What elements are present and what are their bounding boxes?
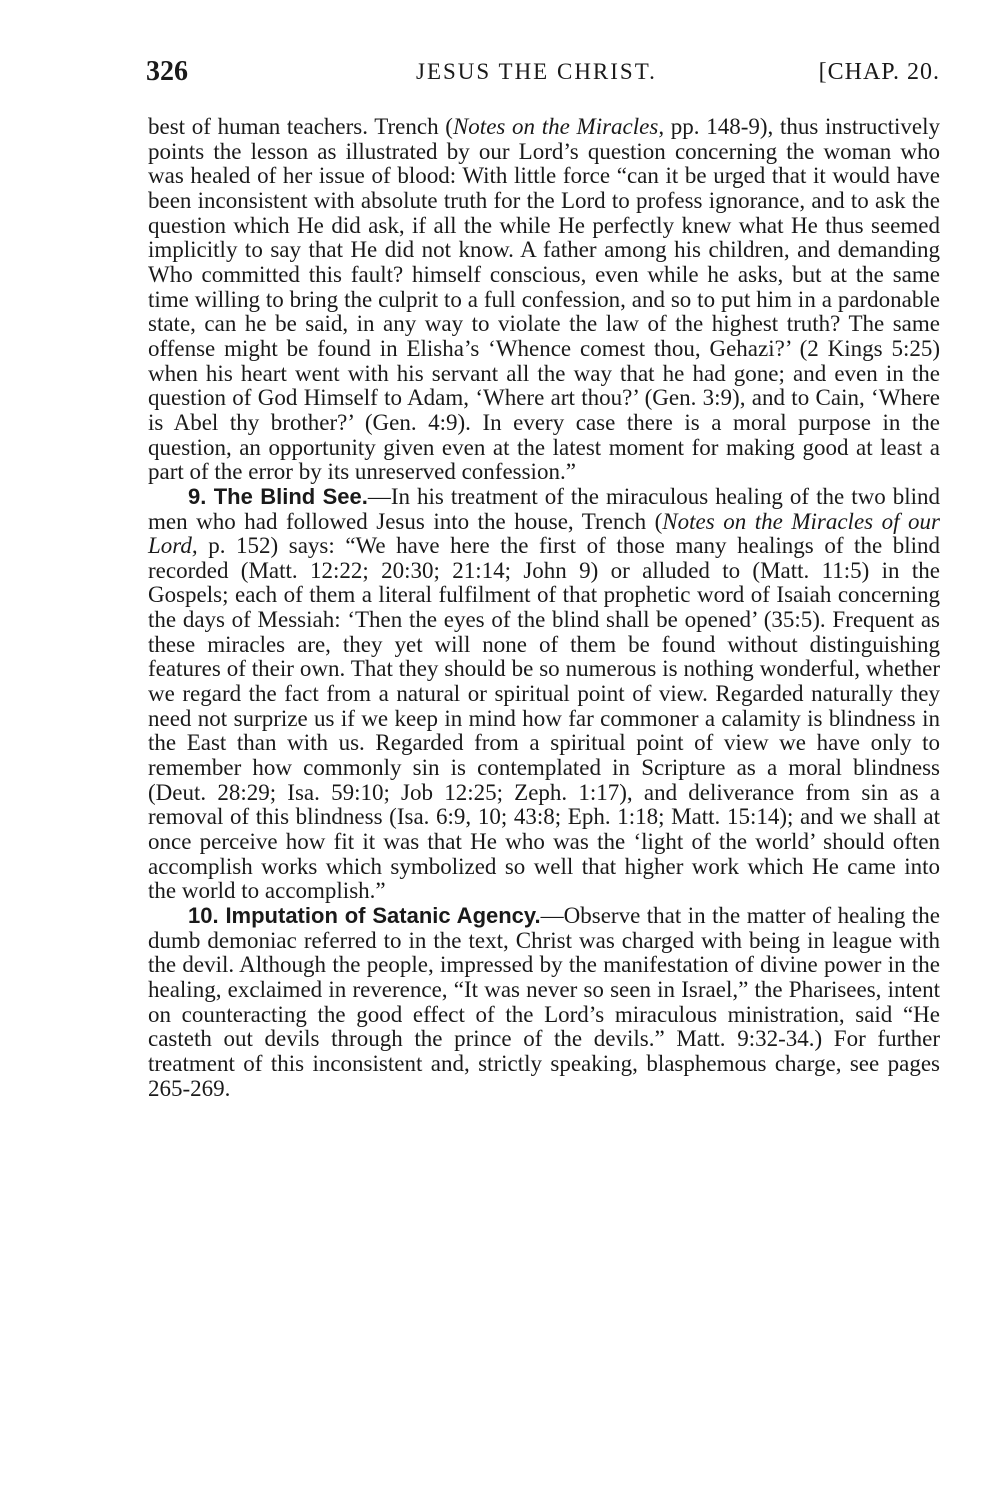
section-blind-see (148, 485, 940, 904)
paragraph-continued (148, 115, 940, 485)
paragraph-text: —In his treatment of the miraculous healing of the two blind men who had followed Jesus into the house, Trench ( (148, 483, 940, 534)
paragraph-text: —Observe that in the matter of healing the dumb demoniac referred to in the text, Christ was charged with being in league with the devil. Although the people, impressed by the manifestation of divine power in the healing, exclaimed in reverence, “It was never so seen in Israel,” the Pharisees, intent on counteracting the good effect of the Lord’s miraculous ministration, said “He casteth out devils through the prince of the devils.” Matt. 9:32-34.) For further treatment of this inconsistent and, strictly speaking, blasphemous charge, see pages 265-269. (148, 903, 940, 1101)
paragraph-text: p. 152) says: “We have here the first of those many healings of the blind recorded (Matt. 12:22; 20:30; 21:14; John 9) or alluded to (Matt. 11:5) in the Gospels; each of them a literal fulfilment of that prophetic word of Isaiah concerning the days of Messiah: ‘Then the eyes of the blind shall be opened’ (35:5). Frequent as these miracles are, they yet will none of them be found without distinguishing features of their own. That they should be so numerous is nothing wonderful, whether we regard the fact from a natural or spiritual point of view. Regarded naturally they need not surprize us if we keep in mind how far commoner a calamity is blindness in the East than with us. Regarded from a spiritual point of view we have only to remember how commonly sin is contemplated in Scripture as a moral blindness (Deut. 28:29; Isa. 59:10; Job 12:25; Zeph. 1:17), and deliverance from sin as a removal of this blindness (Isa. 6:9, 10; 43:8; Eph. 1:18; Matt. 15:14); and we shall at once perceive how fit it was that He who was the ‘light of the world’ should often accomplish works which symbolized so well that higher work which He came into the world to accomplish.” (148, 533, 940, 904)
chapter-reference: [CHAP. 20. (818, 59, 940, 85)
running-title: JESUS THE CHRIST. (416, 59, 657, 84)
section-heading: 9. The Blind See. (188, 483, 368, 509)
page-header (146, 52, 940, 92)
section-satanic-agency (148, 904, 940, 1101)
body-text (148, 115, 940, 1101)
page-number: 326 (146, 56, 188, 87)
citation-title: Notes on the Miracles of our Lord, (148, 508, 940, 559)
paragraph-text: pp. 148-9), thus instructively points the lesson as illustrated by our Lord’s question concerning the woman who was healed of her issue of blood: With little force “can it be urged that it would have been inconsistent with absolute truth for the Lord to profess ignorance, and to ask the question which He did ask, if all the while He perfectly knew what He thus seemed implicitly to say that He did not know. A father among his children, and demanding Who committed this fault? himself conscious, even while he asks, but at the same time willing to bring the culprit to a full confession, and so to put him in a pardonable state, can he be said, in any way to violate the law of the highest truth? The same offense might be found in Elisha’s ‘Whence comest thou, Gehazi?’ (2 Kings 5:25) when his heart went with his servant all the way that he had gone; and even in the question of God Himself to Adam, ‘Where art thou?’ (Gen. 3:9), and to Cain, ‘Where is Abel thy brother?’ (Gen. 4:9). In every case there is a moral purpose in the question, an opportunity given even at the latest moment for making good at least a part of the error by its unreserved confession.” (148, 114, 941, 485)
section-heading: 10. Imputation of Satanic Agency. (188, 903, 541, 928)
citation-title: Notes on the Miracles, (452, 114, 665, 139)
paragraph-text: best of human teachers. Trench ( (148, 114, 453, 139)
